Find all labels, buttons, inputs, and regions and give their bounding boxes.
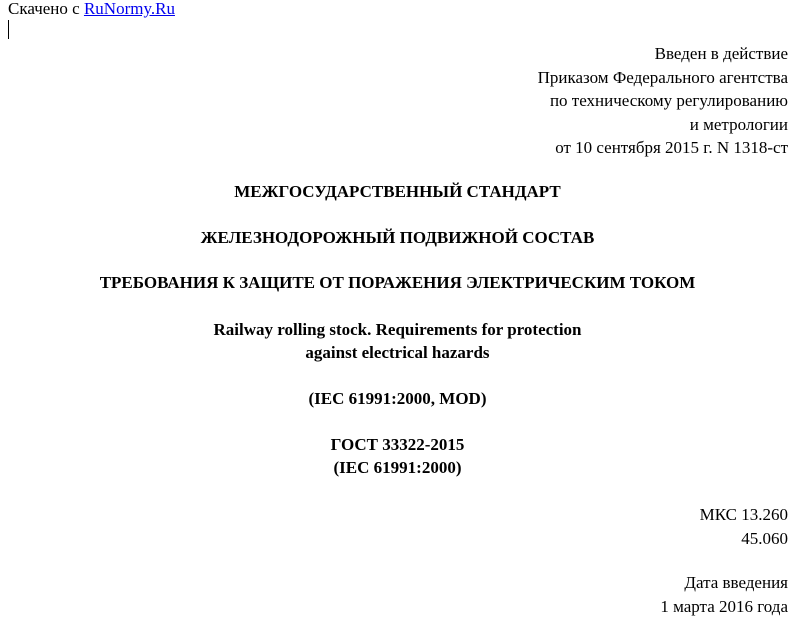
iec-reference: (IEC 61991:2000) [333, 458, 462, 477]
intro-line-2: Приказом Федерального агентства [537, 67, 788, 87]
effective-label: Дата введения [684, 573, 788, 592]
intro-line-4: и метрологии [689, 114, 788, 134]
intro-line-1: Введен в действие [654, 44, 788, 63]
text-cursor [8, 20, 9, 39]
intro-line-3: по техническому регулированию [549, 91, 788, 110]
iec-mod-reference: (IEC 61991:2000, MOD) [308, 389, 487, 408]
effective-date-block [660, 571, 788, 618]
standard-title-1: ЖЕЛЕЗНОДОРОЖНЫЙ ПОДВИЖНОЙ СОСТАВ [200, 228, 595, 247]
english-title-line-1: Railway rolling stock. Requirements for protection [213, 320, 582, 339]
source-line [8, 0, 175, 20]
runormy-link[interactable]: RuNormy.Ru [83, 0, 175, 18]
english-title-line-2: against electrical hazards [305, 343, 490, 362]
standard-title-2: ТРЕБОВАНИЯ К ЗАЩИТЕ ОТ ПОРАЖЕНИЯ ЭЛЕКТРИЧЕСКИМ ТОКОМ [99, 273, 696, 292]
introduction-block [538, 42, 788, 160]
source-prefix: Скачено с [8, 0, 84, 18]
classification-block [700, 503, 788, 550]
standard-type: МЕЖГОСУДАРСТВЕННЫЙ СТАНДАРТ [234, 182, 561, 201]
intro-line-5: от 10 сентября 2015 г. N 1318-ст [555, 138, 788, 157]
effective-date: 1 марта 2016 года [660, 596, 788, 616]
gost-number: ГОСТ 33322-2015 [330, 435, 465, 454]
mks-line-1: МКС 13.260 [699, 505, 788, 524]
mks-line-2: 45.060 [741, 528, 788, 548]
